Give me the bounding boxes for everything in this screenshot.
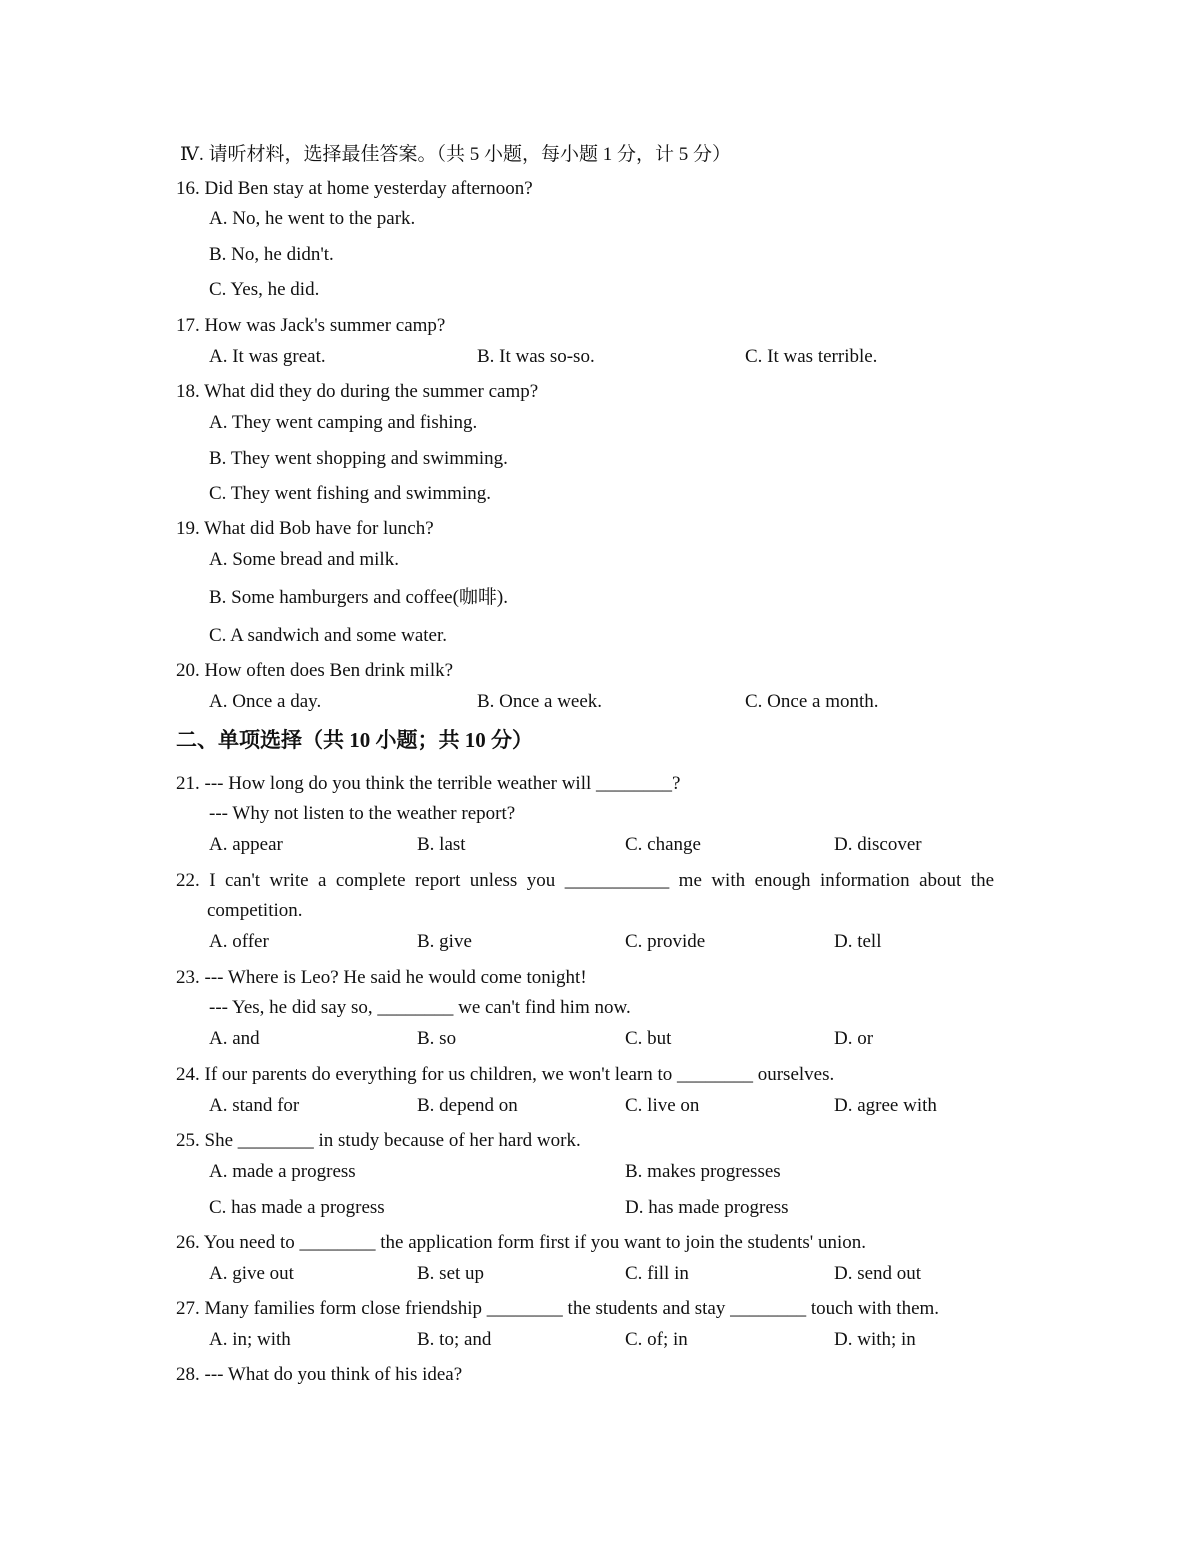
question-22-option-d: D. tell — [834, 931, 882, 952]
question-21-option-b: B. last — [417, 834, 466, 855]
question-25-option-c: C. has made a progress — [209, 1197, 385, 1218]
question-24-stem: 24. If our parents do everything for us children, we won't learn to ________ ourselves. — [176, 1064, 835, 1085]
question-22-option-c: C. provide — [625, 931, 706, 952]
question-23-option-b: B. so — [417, 1028, 457, 1049]
question-25-option-a: A. made a progress — [209, 1161, 356, 1182]
question-22-stem: 22. I can't write a complete report unless you ___________ me with enough information about the — [176, 870, 994, 891]
question-17-stem: 17. How was Jack's summer camp? — [176, 315, 446, 336]
question-27-option-a: A. in; with — [209, 1329, 291, 1350]
question-20-option-b: B. Once a week. — [477, 691, 603, 712]
question-21-option-c: C. change — [625, 834, 701, 855]
question-19-option-b: B. Some hamburgers and coffee(咖啡). — [209, 587, 508, 608]
question-26-option-a: A. give out — [209, 1263, 294, 1284]
question-18-option-a: A. They went camping and fishing. — [209, 412, 478, 433]
question-17-option-b: B. It was so-so. — [477, 346, 595, 367]
question-16-option-a: A. No, he went to the park. — [209, 208, 416, 229]
question-27-option-c: C. of; in — [625, 1329, 688, 1350]
question-27-option-b: B. to; and — [417, 1329, 492, 1350]
question-24-option-d: D. agree with — [834, 1095, 937, 1116]
question-22-stem-continued: competition. — [207, 900, 303, 921]
question-21-stem-continued: --- Why not listen to the weather report? — [209, 803, 516, 824]
question-18-option-c: C. They went fishing and swimming. — [209, 483, 491, 504]
question-26-stem: 26. You need to ________ the application form first if you want to join the students' union. — [176, 1232, 866, 1253]
question-25-option-d: D. has made progress — [625, 1197, 789, 1218]
question-21-option-a: A. appear — [209, 834, 283, 855]
question-22-option-a: A. offer — [209, 931, 269, 952]
question-17-option-a: A. It was great. — [209, 346, 326, 367]
question-24-option-a: A. stand for — [209, 1095, 300, 1116]
question-18-stem: 18. What did they do during the summer camp? — [176, 381, 539, 402]
question-19-option-c: C. A sandwich and some water. — [209, 625, 447, 646]
question-19-option-a: A. Some bread and milk. — [209, 549, 399, 570]
question-23-stem-continued: --- Yes, he did say so, ________ we can't find him now. — [209, 997, 631, 1018]
question-17-option-c: C. It was terrible. — [745, 346, 878, 367]
question-27-stem: 27. Many families form close friendship ________ the students and stay ________ touch with them. — [176, 1298, 940, 1319]
question-24-option-b: B. depend on — [417, 1095, 518, 1116]
question-23-option-d: D. or — [834, 1028, 874, 1049]
question-23-stem: 23. --- Where is Leo? He said he would come tonight! — [176, 967, 587, 988]
question-20-stem: 20. How often does Ben drink milk? — [176, 660, 454, 681]
question-16-option-c: C. Yes, he did. — [209, 279, 320, 300]
question-25-option-b: B. makes progresses — [625, 1161, 781, 1182]
question-21-option-d: D. discover — [834, 834, 922, 855]
question-26-option-d: D. send out — [834, 1263, 922, 1284]
question-27-option-d: D. with; in — [834, 1329, 916, 1350]
question-21-stem: 21. --- How long do you think the terrible weather will ________? — [176, 773, 681, 794]
question-26-option-c: C. fill in — [625, 1263, 689, 1284]
section-4-title: Ⅳ. 请听材料，选择最佳答案。（共 5 小题，每小题 1 分，计 5 分） — [180, 144, 731, 165]
question-16-stem: 16. Did Ben stay at home yesterday afternoon? — [176, 178, 533, 199]
question-20-option-a: A. Once a day. — [209, 691, 322, 712]
question-19-stem: 19. What did Bob have for lunch? — [176, 518, 434, 539]
question-20-option-c: C. Once a month. — [745, 691, 879, 712]
question-26-option-b: B. set up — [417, 1263, 485, 1284]
question-23-option-c: C. but — [625, 1028, 672, 1049]
question-24-option-c: C. live on — [625, 1095, 700, 1116]
question-18-option-b: B. They went shopping and swimming. — [209, 448, 508, 469]
question-22-option-b: B. give — [417, 931, 472, 952]
question-28-stem: 28. --- What do you think of his idea? — [176, 1364, 463, 1385]
part-2-title: 二、单项选择（共 10 小题；共 10 分） — [176, 728, 533, 752]
question-16-option-b: B. No, he didn't. — [209, 244, 334, 265]
question-23-option-a: A. and — [209, 1028, 260, 1049]
question-25-stem: 25. She ________ in study because of her hard work. — [176, 1130, 581, 1151]
